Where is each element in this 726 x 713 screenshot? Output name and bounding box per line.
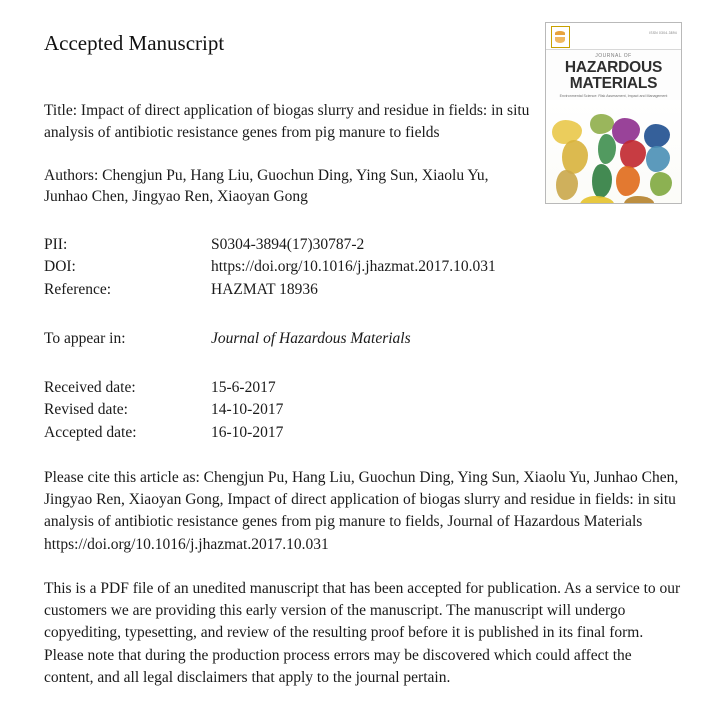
journal-table <box>44 328 411 351</box>
table-row <box>44 279 496 302</box>
authors-text: Chengjun Pu, Hang Liu, Guochun Ding, Ying Sun, Xiaolu Yu, Junhao Chen, Jingyao Ren, Xiaoyan Gong <box>44 167 489 206</box>
doi-value[interactable]: https://doi.org/10.1016/j.jhazmat.2017.10.031 <box>211 258 496 276</box>
map-blob <box>590 114 614 134</box>
revised-date-value: 14-10-2017 <box>211 401 284 419</box>
reference-label: Reference: <box>44 281 112 299</box>
article-authors <box>44 165 534 208</box>
accepted-date-label: Accepted date: <box>44 423 137 441</box>
journal-cover-image <box>545 22 682 204</box>
received-date-label: Received date: <box>44 378 136 396</box>
map-blob <box>592 164 612 198</box>
doi-label: DOI: <box>44 258 76 276</box>
map-blob <box>620 140 646 168</box>
received-date-value: 15-6-2017 <box>211 378 276 396</box>
cover-title-line-2: MATERIALS <box>569 74 658 92</box>
pii-label: PII: <box>44 235 68 253</box>
map-blob <box>556 170 578 200</box>
citation-paragraph: Please cite this article as: Chengjun Pu, Hang Liu, Guochun Ding, Ying Sun, Xiaolu Yu, Junhao Chen, Jingyao Ren, Xiaoyan Gong, Impact of direct application of biogas slurry and residue in fields: in situ analysis of antibiotic resistance genes from pig manure to fields, Journal of Hazardous Materials https://doi.org/10.1016/j.jhazmat.2017.10.031 <box>44 468 679 553</box>
table-row <box>44 399 283 422</box>
pii-value: S0304-3894(17)30787-2 <box>211 235 365 253</box>
dates-table <box>44 377 283 445</box>
cover-header-strip <box>546 23 681 50</box>
page-title: Accepted Manuscript <box>44 31 225 55</box>
accepted-date-value: 16-10-2017 <box>211 423 284 441</box>
table-row <box>44 422 283 445</box>
map-blob <box>650 172 672 196</box>
article-title <box>44 100 534 143</box>
table-row <box>44 377 283 400</box>
table-row <box>44 234 496 257</box>
map-blob <box>616 166 640 196</box>
authors-label: Authors: <box>44 167 99 184</box>
map-blob <box>624 196 654 204</box>
map-blob <box>562 140 588 174</box>
cover-issn-text: ISSN 0304-3894 <box>649 31 677 35</box>
title-text: Impact of direct application of biogas slurry and residue in fields: in situ analysis of antibiotic resistance genes from pig manure to fields <box>44 102 530 141</box>
appear-in-label: To appear in: <box>44 329 126 347</box>
cover-title-block <box>546 50 681 100</box>
table-row <box>44 328 411 351</box>
map-blob <box>580 196 614 204</box>
map-blob <box>646 146 670 172</box>
elsevier-logo-icon <box>551 26 570 48</box>
identifier-table <box>44 234 496 302</box>
disclaimer-paragraph: This is a PDF file of an unedited manuscript that has been accepted for publication. As a service to our customers we are providing this early version of the manuscript. The manuscript will undergo copyediting, typesetting, and review of the resulting proof before it is published in its final form. Please note that during the production process errors may be discovered which could affect the content, and all legal disclaimers that apply to the journal pertain. <box>44 579 681 687</box>
appear-in-value: Journal of Hazardous Materials <box>211 329 411 347</box>
cover-subtitle: Environmental Science: Risk Assessment, Impact and Management <box>559 93 668 98</box>
map-blob <box>644 124 670 148</box>
table-row <box>44 256 496 279</box>
cover-world-map-graphic <box>546 100 681 204</box>
revised-date-label: Revised date: <box>44 401 128 419</box>
cover-kicker: JOURNAL OF <box>595 53 632 59</box>
title-label: Title: <box>44 102 78 120</box>
cover-title-line-1: HAZARDOUS <box>564 59 663 76</box>
reference-value: HAZMAT 18936 <box>211 281 318 299</box>
